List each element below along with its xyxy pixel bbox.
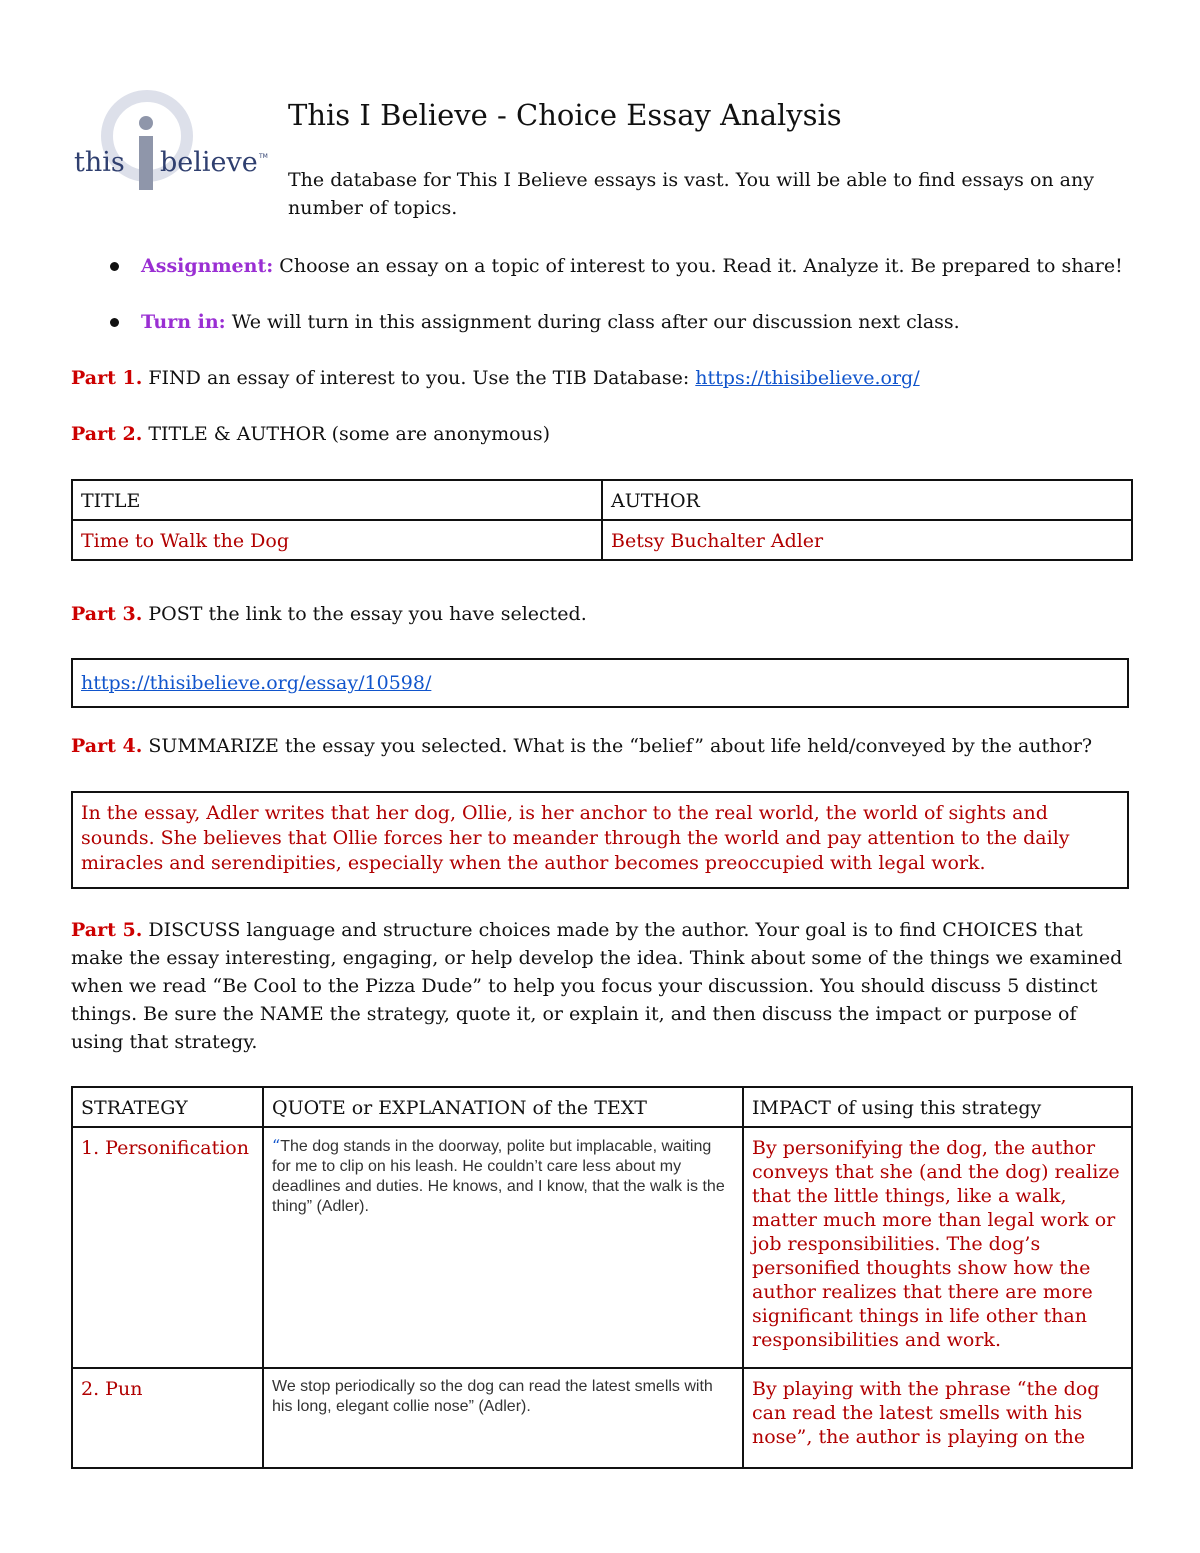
summary-box: In the essay, Adler writes that her dog, Ollie, is her anchor to the real world, the world of sights and sounds. She believes that Ollie forces her to meander through the world and pay attention to the daily miracles and serendipities, especially when the author becomes preoccupied with legal work.: [71, 791, 1129, 889]
svg-text:TM: TM: [259, 153, 268, 160]
turn-in-label: Turn in:: [141, 311, 226, 333]
part-label: Part 4.: [71, 735, 143, 757]
essay-link[interactable]: https://thisibelieve.org/essay/10598/: [81, 672, 432, 694]
impact-cell: By playing with the phrase “the dog can read the latest smells with his nose”, the author is playing on the: [743, 1368, 1132, 1468]
part-label: Part 5.: [71, 919, 143, 941]
strategy-table: [71, 1086, 1133, 1469]
header-cell: AUTHOR: [602, 480, 1132, 520]
part-text: DISCUSS language and structure choices made by the author. Your goal is to find CHOICES that make the essay interesting, engaging, or help develop the idea. Think about some of the things we examined when we read “Be Cool to the Pizza Dude” to help you focus your discussion. You should discuss 5 distinct things. Be sure the NAME the strategy, quote it, or explain it, and then discuss the impact or purpose of using that strategy.: [71, 919, 1123, 1053]
svg-text:this: this: [74, 147, 125, 178]
this-i-believe-logo: [72, 86, 282, 196]
header-cell: TITLE: [72, 480, 602, 520]
part-label: Part 3.: [71, 603, 143, 625]
header-cell: STRATEGY: [72, 1087, 263, 1127]
table-header-row: [72, 480, 1132, 520]
strategy-cell: 2. Pun: [72, 1368, 263, 1468]
table-header-row: [72, 1087, 1132, 1127]
list-item: [105, 308, 1145, 336]
table-row: [72, 1368, 1132, 1468]
list-item: [105, 252, 1145, 280]
essay-link-box: [71, 658, 1129, 708]
header-cell: IMPACT of using this strategy: [743, 1087, 1132, 1127]
part-text: FIND an essay of interest to you. Use the TIB Database:: [142, 367, 696, 389]
bullet-icon: [110, 262, 119, 271]
quote-cell: [263, 1127, 743, 1368]
bullet-icon: [110, 318, 119, 327]
quote-open-mark: “: [272, 1136, 281, 1155]
assignment-text: Choose an essay on a topic of interest to you. Read it. Analyze it. Be prepared to share!: [273, 255, 1123, 277]
essay-title-cell: Time to Walk the Dog: [72, 520, 602, 560]
part-5-instruction: [71, 916, 1131, 1056]
part-label: Part 1.: [71, 367, 143, 389]
quote-text: The dog stands in the doorway, polite but implacable, waiting for me to clip on his leash. He couldn’t care less about my deadlines and duties. He knows, and I know, that the walk is the thing” (Adler).: [272, 1138, 725, 1215]
table-row: [72, 1127, 1132, 1368]
tib-database-link[interactable]: https://thisibelieve.org/: [695, 367, 920, 389]
part-1-instruction: [71, 364, 920, 392]
impact-cell: By personifying the dog, the author conveys that she (and the dog) realize that the little things, like a walk, matter much more than legal work or job responsibilities. The dog’s personified thoughts show how the author realizes that there are more significant things in life other than responsibilities and work.: [743, 1127, 1132, 1368]
part-2-instruction: [71, 420, 550, 448]
part-text: TITLE & AUTHOR (some are anonymous): [142, 423, 551, 445]
part-3-instruction: [71, 600, 587, 628]
header-cell: QUOTE or EXPLANATION of the TEXT: [263, 1087, 743, 1127]
essay-author-cell: Betsy Buchalter Adler: [602, 520, 1132, 560]
strategy-cell: 1. Personification: [72, 1127, 263, 1368]
part-text: POST the link to the essay you have selected.: [142, 603, 587, 625]
turn-in-text: We will turn in this assignment during class after our discussion next class.: [225, 311, 960, 333]
part-text: SUMMARIZE the essay you selected. What is the “belief” about life held/conveyed by the author?: [142, 735, 1093, 757]
logo-graphic: [72, 86, 282, 196]
svg-text:believe: believe: [160, 147, 258, 178]
title-author-table: [71, 479, 1133, 561]
table-row: [72, 520, 1132, 560]
part-label: Part 2.: [71, 423, 143, 445]
part-4-instruction: [71, 732, 1092, 760]
intro-paragraph: The database for This I Believe essays is vast. You will be able to find essays on any number of topics.: [288, 169, 1094, 219]
page-title: This I Believe - Choice Essay Analysis: [288, 98, 842, 132]
assignment-label: Assignment:: [141, 255, 274, 277]
quote-cell: We stop periodically so the dog can read the latest smells with his long, elegant collie nose” (Adler).: [263, 1368, 743, 1468]
instruction-list: [105, 252, 1145, 364]
